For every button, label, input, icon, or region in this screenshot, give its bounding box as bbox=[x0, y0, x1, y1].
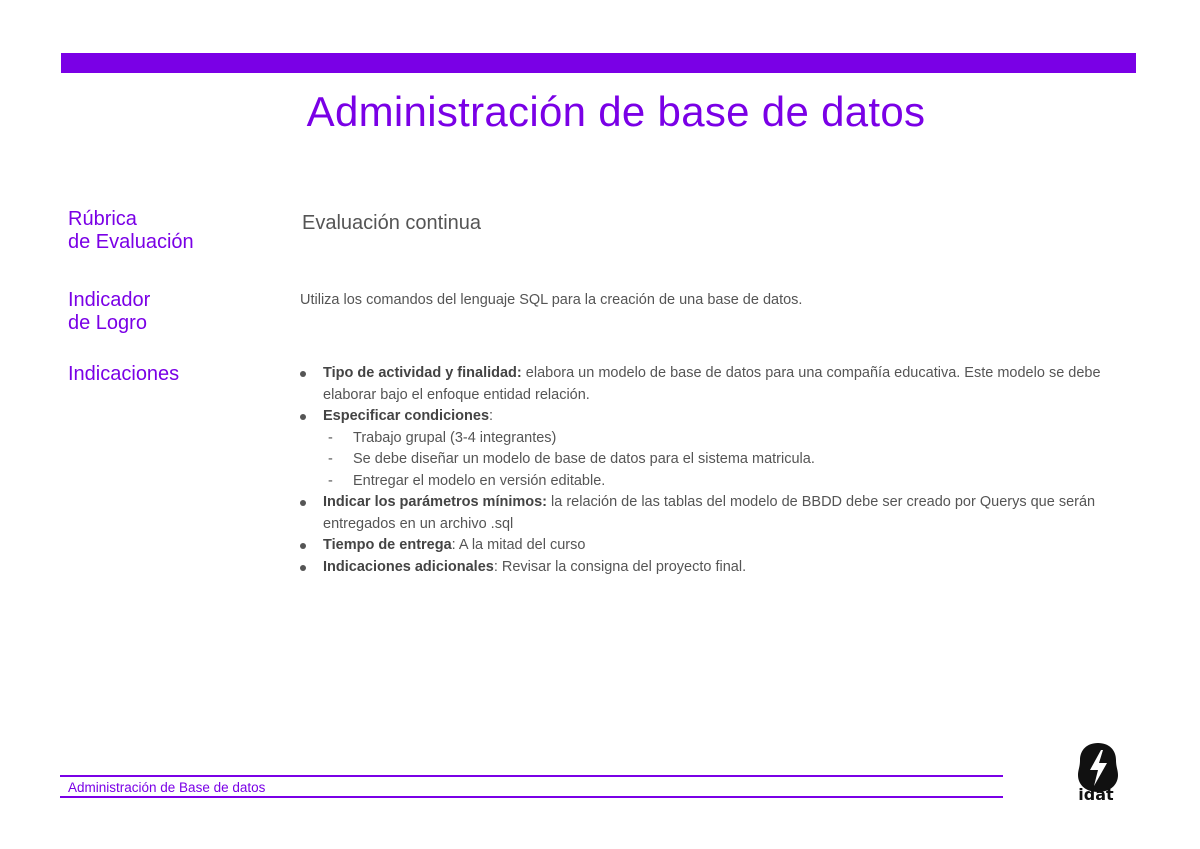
indicador-value: Utiliza los comandos del lenguaje SQL para la creación de una base de datos. bbox=[300, 292, 803, 308]
item-bold-label: Tiempo de entrega bbox=[323, 537, 452, 553]
sub-list-item: - Se debe diseñar un modelo de base de datos para el sistema matricula. bbox=[300, 449, 1140, 471]
indicaciones-list bbox=[300, 363, 1140, 578]
rubrica-label-line1: Rúbrica bbox=[68, 208, 137, 230]
rubrica-value: Evaluación continua bbox=[302, 212, 482, 234]
list-item bbox=[300, 492, 1140, 535]
footer-rule-top bbox=[60, 775, 1003, 777]
item-bold-label: Indicaciones adicionales bbox=[323, 558, 494, 575]
page-title: Administración de base de datos bbox=[306, 88, 926, 135]
rubrica-label bbox=[68, 208, 194, 254]
indicador-label-line1: Indicador bbox=[68, 289, 151, 311]
item-text: : bbox=[489, 408, 494, 424]
item-bold-label: Indicar los parámetros mínimos: bbox=[323, 494, 548, 510]
item-bold-label: Especificar condiciones bbox=[323, 408, 490, 424]
sub-list-item: - Entregar el modelo en versión editable. bbox=[300, 471, 1140, 493]
header-bar bbox=[61, 53, 1136, 73]
sub-list-item: - Trabajo grupal (3-4 integrantes) bbox=[300, 428, 1140, 450]
rubrica-label-line2: de Evaluación bbox=[68, 231, 194, 253]
indicaciones-label bbox=[68, 363, 179, 386]
indicaciones-label-text: Indicaciones bbox=[68, 363, 180, 385]
footer-rule-bottom bbox=[60, 796, 1003, 798]
indicador-label-line2: de Logro bbox=[68, 312, 147, 334]
item-bold-label: Tipo de actividad y finalidad: bbox=[323, 365, 522, 381]
idat-logo-text: idat bbox=[1078, 785, 1114, 804]
footer-course-name: Administración de Base de datos bbox=[68, 780, 266, 795]
item-text: : Revisar la consigna del proyecto final. bbox=[493, 558, 747, 575]
item-text: la relación de las tablas del modelo de BBDD debe ser creado por Querys que serán entregados en un archivo .sql bbox=[323, 494, 1096, 532]
list-item bbox=[300, 363, 1140, 406]
list-item bbox=[300, 535, 1140, 557]
indicador-label bbox=[68, 289, 150, 335]
item-text: : A la mitad del curso bbox=[451, 537, 586, 553]
list-item bbox=[300, 557, 1140, 579]
item-text: elabora un modelo de base de datos para una compañía educativa. Este modelo se debe elaborar bajo el enfoque entidad relación. bbox=[323, 365, 1101, 403]
list-item bbox=[300, 406, 1140, 428]
